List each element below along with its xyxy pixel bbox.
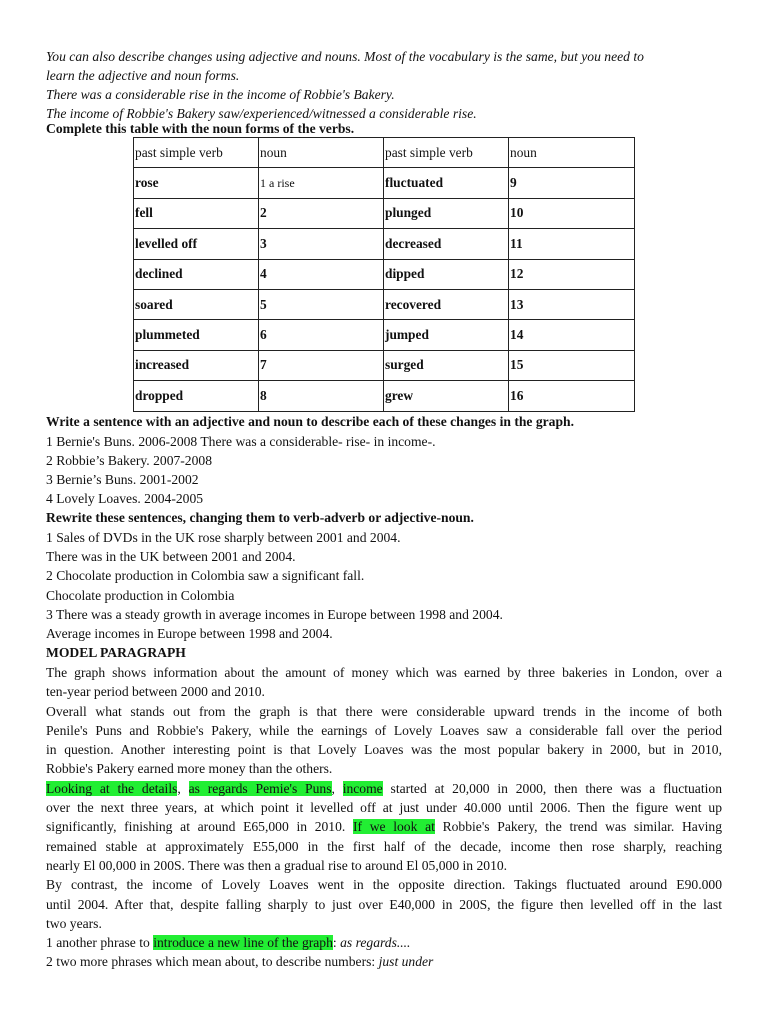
- table-row: [134, 381, 635, 411]
- noun-cell: 9: [509, 168, 635, 198]
- noun-cell: 16: [509, 381, 635, 411]
- table-row: [134, 289, 635, 319]
- header-cell: noun: [509, 138, 635, 168]
- noun-cell: 7: [259, 350, 384, 380]
- table-row: [134, 168, 635, 198]
- verb-cell: grew: [384, 381, 509, 411]
- task2-item: 1 Bernie's Buns. 2006-2008 There was a considerable- rise- in income-.: [46, 434, 436, 449]
- header-cell: noun: [259, 138, 384, 168]
- highlighted-phrase: introduce a new line of the graph: [153, 935, 333, 950]
- text-fragment: significantly, finishing at around E65,000 in 2010.: [46, 819, 353, 834]
- model-paragraph-line: Penile's Puns and Robbie's Pakery, while the earnings of Lovely Loaves saw a considerable fall over the period: [46, 723, 722, 738]
- verb-cell: soared: [134, 289, 259, 319]
- text-fragment: ,: [177, 781, 189, 796]
- verb-cell: plunged: [384, 198, 509, 228]
- table-row: [134, 259, 635, 289]
- verb-cell: decreased: [384, 229, 509, 259]
- noun-cell: 13: [509, 289, 635, 319]
- text-fragment: started at 20,000 in 2000, then there was a fluctuation: [382, 781, 722, 796]
- intro-example-1: There was a considerable rise in the income of Robbie's Bakery.: [46, 87, 395, 102]
- text-fragment: :: [332, 935, 341, 950]
- model-paragraph-line: By contrast, the income of Lovely Loaves went in the opposite direction. Takings fluctuated around E90.000: [46, 877, 722, 892]
- verb-cell: recovered: [384, 289, 509, 319]
- model-paragraph-line: The graph shows information about the amount of money which was earned by three bakeries in London, over a: [46, 665, 722, 680]
- verb-cell: fell: [134, 198, 259, 228]
- task3-item: 2 Chocolate production in Colombia saw a significant fall.: [46, 568, 365, 583]
- noun-cell: 3: [259, 229, 384, 259]
- model-paragraph-line: [46, 817, 722, 836]
- question-2: [46, 952, 722, 971]
- noun-cell: 4: [259, 259, 384, 289]
- verb-noun-table: [133, 137, 635, 412]
- header-cell: past simple verb: [384, 138, 509, 168]
- example-phrase: as regards....: [340, 935, 411, 950]
- model-paragraph-line: [46, 779, 722, 798]
- noun-cell: 12: [509, 259, 635, 289]
- verb-cell: increased: [134, 350, 259, 380]
- table-row: [134, 198, 635, 228]
- task3-item: There was in the UK between 2001 and 2004.: [46, 549, 296, 564]
- example-phrase: just under: [378, 954, 434, 969]
- table-row: [134, 229, 635, 259]
- noun-cell: 10: [509, 198, 635, 228]
- noun-cell: 11: [509, 229, 635, 259]
- verb-cell: jumped: [384, 320, 509, 350]
- task3-item: Average incomes in Europe between 1998 and 2004.: [46, 626, 333, 641]
- noun-cell: 2: [259, 198, 384, 228]
- verb-cell: declined: [134, 259, 259, 289]
- model-paragraph-line: ten-year period between 2000 and 2010.: [46, 684, 265, 699]
- verb-cell: levelled off: [134, 229, 259, 259]
- table-header-row: [134, 138, 635, 168]
- highlighted-phrase: as regards Pemie's Puns: [188, 781, 332, 796]
- noun-cell: 5: [259, 289, 384, 319]
- text-fragment: 2 two more phrases which mean about, to describe numbers:: [46, 954, 379, 969]
- text-fragment: 1 another phrase to: [46, 935, 154, 950]
- table-row: [134, 320, 635, 350]
- intro-line-1: You can also describe changes using adjective and nouns. Most of the vocabulary is the same, but you need to: [46, 49, 644, 64]
- verb-cell: plummeted: [134, 320, 259, 350]
- table-row: [134, 350, 635, 380]
- model-paragraph-line: remained stable at approximately E55,000 in the first half of the decade, income then rose sharply, reaching: [46, 839, 722, 854]
- highlighted-phrase: income: [342, 781, 383, 796]
- task2-item: 3 Bernie’s Buns. 2001-2002: [46, 472, 199, 487]
- model-paragraph-line: until 2004. After that, despite falling sharply to just over E40,000 in 200S, the figure then levelled off in the last: [46, 897, 722, 912]
- task3-heading: Rewrite these sentences, changing them to verb-adverb or adjective-noun.: [46, 510, 474, 525]
- noun-cell: 8: [259, 381, 384, 411]
- noun-cell: 1 a rise: [259, 168, 384, 198]
- task2-heading: Write a sentence with an adjective and noun to describe each of these changes in the graph.: [46, 414, 574, 429]
- task3-item: 1 Sales of DVDs in the UK rose sharply between 2001 and 2004.: [46, 530, 401, 545]
- task1-heading: Complete this table with the noun forms of the verbs.: [46, 121, 355, 136]
- verb-cell: dipped: [384, 259, 509, 289]
- verb-cell: fluctuated: [384, 168, 509, 198]
- noun-cell: 14: [509, 320, 635, 350]
- model-paragraph-line: over the next three years, at which point it levelled off at just under 40.000 until 2006. Then the figure went up: [46, 800, 722, 815]
- intro-line-2: learn the adjective and noun forms.: [46, 68, 240, 83]
- verb-cell: surged: [384, 350, 509, 380]
- model-paragraph-line: in question. Another interesting point is that Lovely Loaves was the most popular bakery in 2000, but in 2010,: [46, 742, 722, 757]
- model-paragraph-line: two years.: [46, 916, 102, 931]
- model-paragraph-line: Overall what stands out from the graph is that there were considerable upward trends in the income of both: [46, 704, 722, 719]
- task2-item: 2 Robbie’s Bakery. 2007-2008: [46, 453, 212, 468]
- task2-item: 4 Lovely Loaves. 2004-2005: [46, 491, 204, 506]
- noun-cell: 15: [509, 350, 635, 380]
- highlighted-phrase: Looking at the details: [46, 781, 178, 796]
- model-heading: MODEL PARAGRAPH: [46, 645, 186, 660]
- noun-cell: 6: [259, 320, 384, 350]
- intro-example-2: The income of Robbie's Bakery saw/experienced/witnessed a considerable rise.: [46, 106, 477, 121]
- verb-cell: dropped: [134, 381, 259, 411]
- task3-item: 3 There was a steady growth in average incomes in Europe between 1998 and 2004.: [46, 607, 503, 622]
- highlighted-phrase: If we look at: [352, 819, 435, 834]
- verb-cell: rose: [134, 168, 259, 198]
- task3-item: Chocolate production in Colombia: [46, 588, 235, 603]
- question-1: [46, 933, 722, 952]
- model-paragraph-line: Robbie's Pakery earned more money than the others.: [46, 761, 333, 776]
- model-paragraph-line: nearly El 00,000 in 200S. There was then a gradual rise to around El 05,000 in 2010.: [46, 858, 508, 873]
- text-fragment: ,: [331, 781, 343, 796]
- text-fragment: Robbie's Pakery, the trend was similar. Having: [434, 819, 723, 834]
- header-cell: past simple verb: [134, 138, 259, 168]
